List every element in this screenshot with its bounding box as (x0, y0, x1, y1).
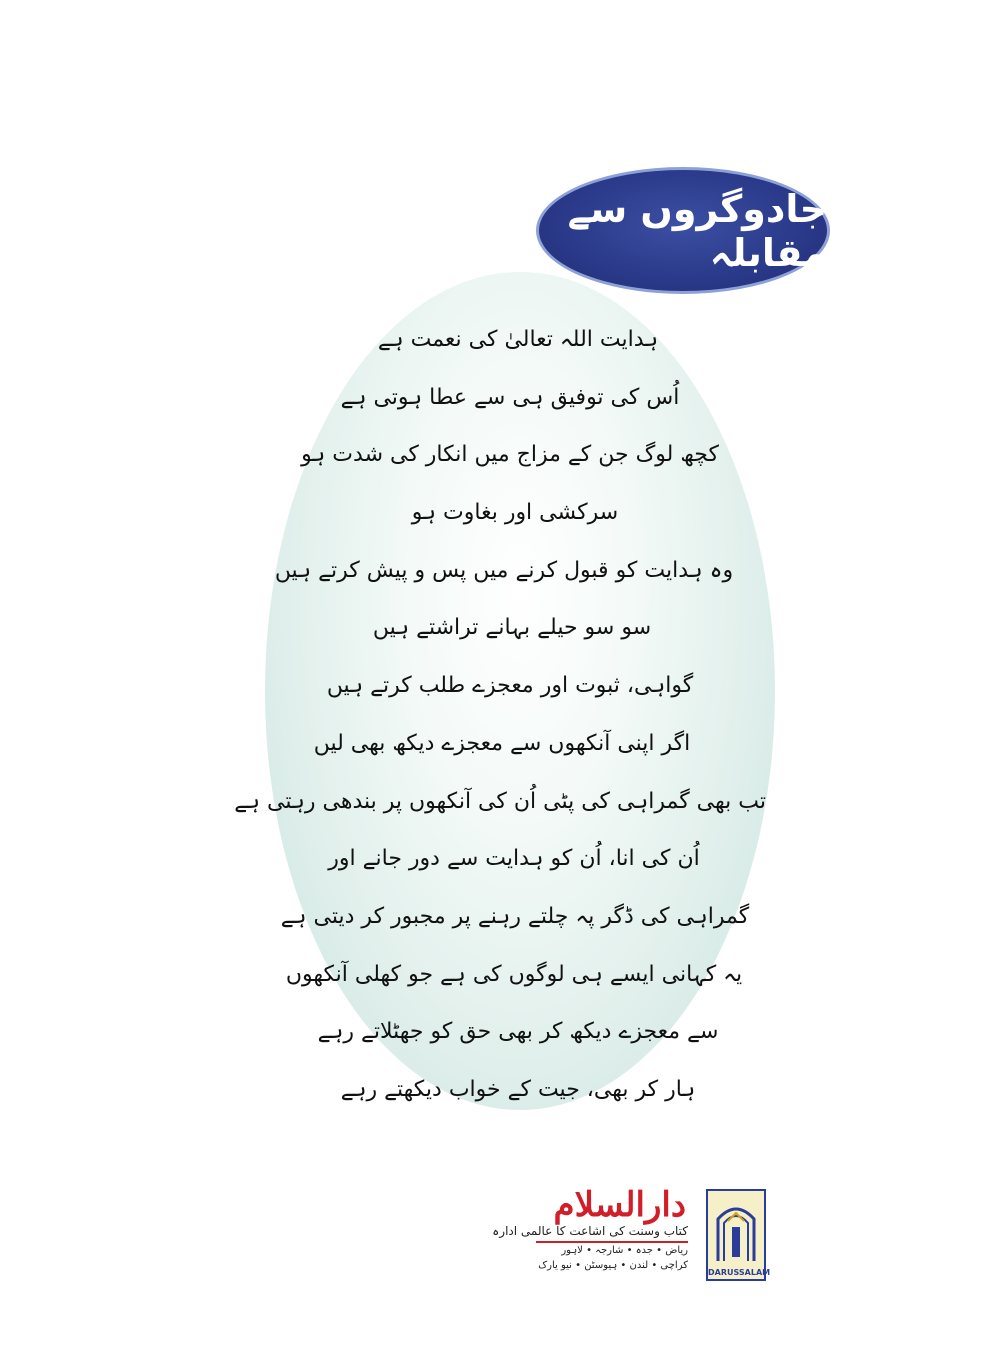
poem-line: وہ ہدایت کو قبول کرنے میں پس و پیش کرتے ہیں (274, 557, 734, 583)
poem-line: اُن کی انا، اُن کو ہدایت سے دور جانے اور (328, 846, 700, 872)
poem-line: یہ کہانی ایسے ہی لوگوں کی ہے جو کھلی آنکھوں (285, 961, 743, 987)
title-badge (536, 167, 830, 294)
poem-line: اگر اپنی آنکھوں سے معجزے دیکھ بھی لیں (313, 730, 691, 756)
darussalam-emblem-icon (714, 1197, 758, 1263)
poem-line: تب بھی گمراہی کی پٹی اُن کی آنکھوں پر بندھی رہتی ہے (234, 788, 766, 814)
poem-line: ہار کر بھی، جیت کے خواب دیکھتے رہے (340, 1076, 696, 1102)
poem-line: سے معجزے دیکھ کر بھی حق کو جھٹلاتے رہے (317, 1019, 719, 1045)
publisher-block (492, 1185, 688, 1285)
poem-line: ہدایت اللہ تعالیٰ کی نعمت ہے (377, 327, 659, 352)
poem-line: اُس کی توفیق ہی سے عطا ہوتی ہے (340, 384, 680, 410)
publisher-name: دارالسلام (553, 1185, 686, 1225)
poem-line: سرکشی اور بغاوت ہو (411, 500, 619, 526)
poem-line: سو سو حیلے بہانے تراشتے ہیں (372, 615, 652, 641)
poem-line: گمراہی کی ڈگر پہ چلتے رہنے پر مجبور کر دیتی ہے (280, 903, 750, 929)
publisher-logo (706, 1189, 771, 1281)
publisher-cities: ریاض • جدہ • شارجہ • لاہور (561, 1245, 688, 1256)
page-title: جادوگروں سے مقابلہ (567, 186, 827, 275)
logo-label: DARUSSALAM (708, 1268, 771, 1277)
publisher-tagline: کتاب وسنت کی اشاعت کا عالمی ادارہ (536, 1223, 688, 1243)
publisher-cities: کراچی • لندن • ہیوسٹن • نیو یارک (538, 1260, 688, 1271)
poem-line: گواہی، ثبوت اور معجزے طلب کرتے ہیں (326, 673, 694, 699)
poem-text (234, 320, 770, 1128)
poem-line: کچھ لوگ جن کے مزاج میں انکار کی شدت ہو (301, 442, 719, 468)
